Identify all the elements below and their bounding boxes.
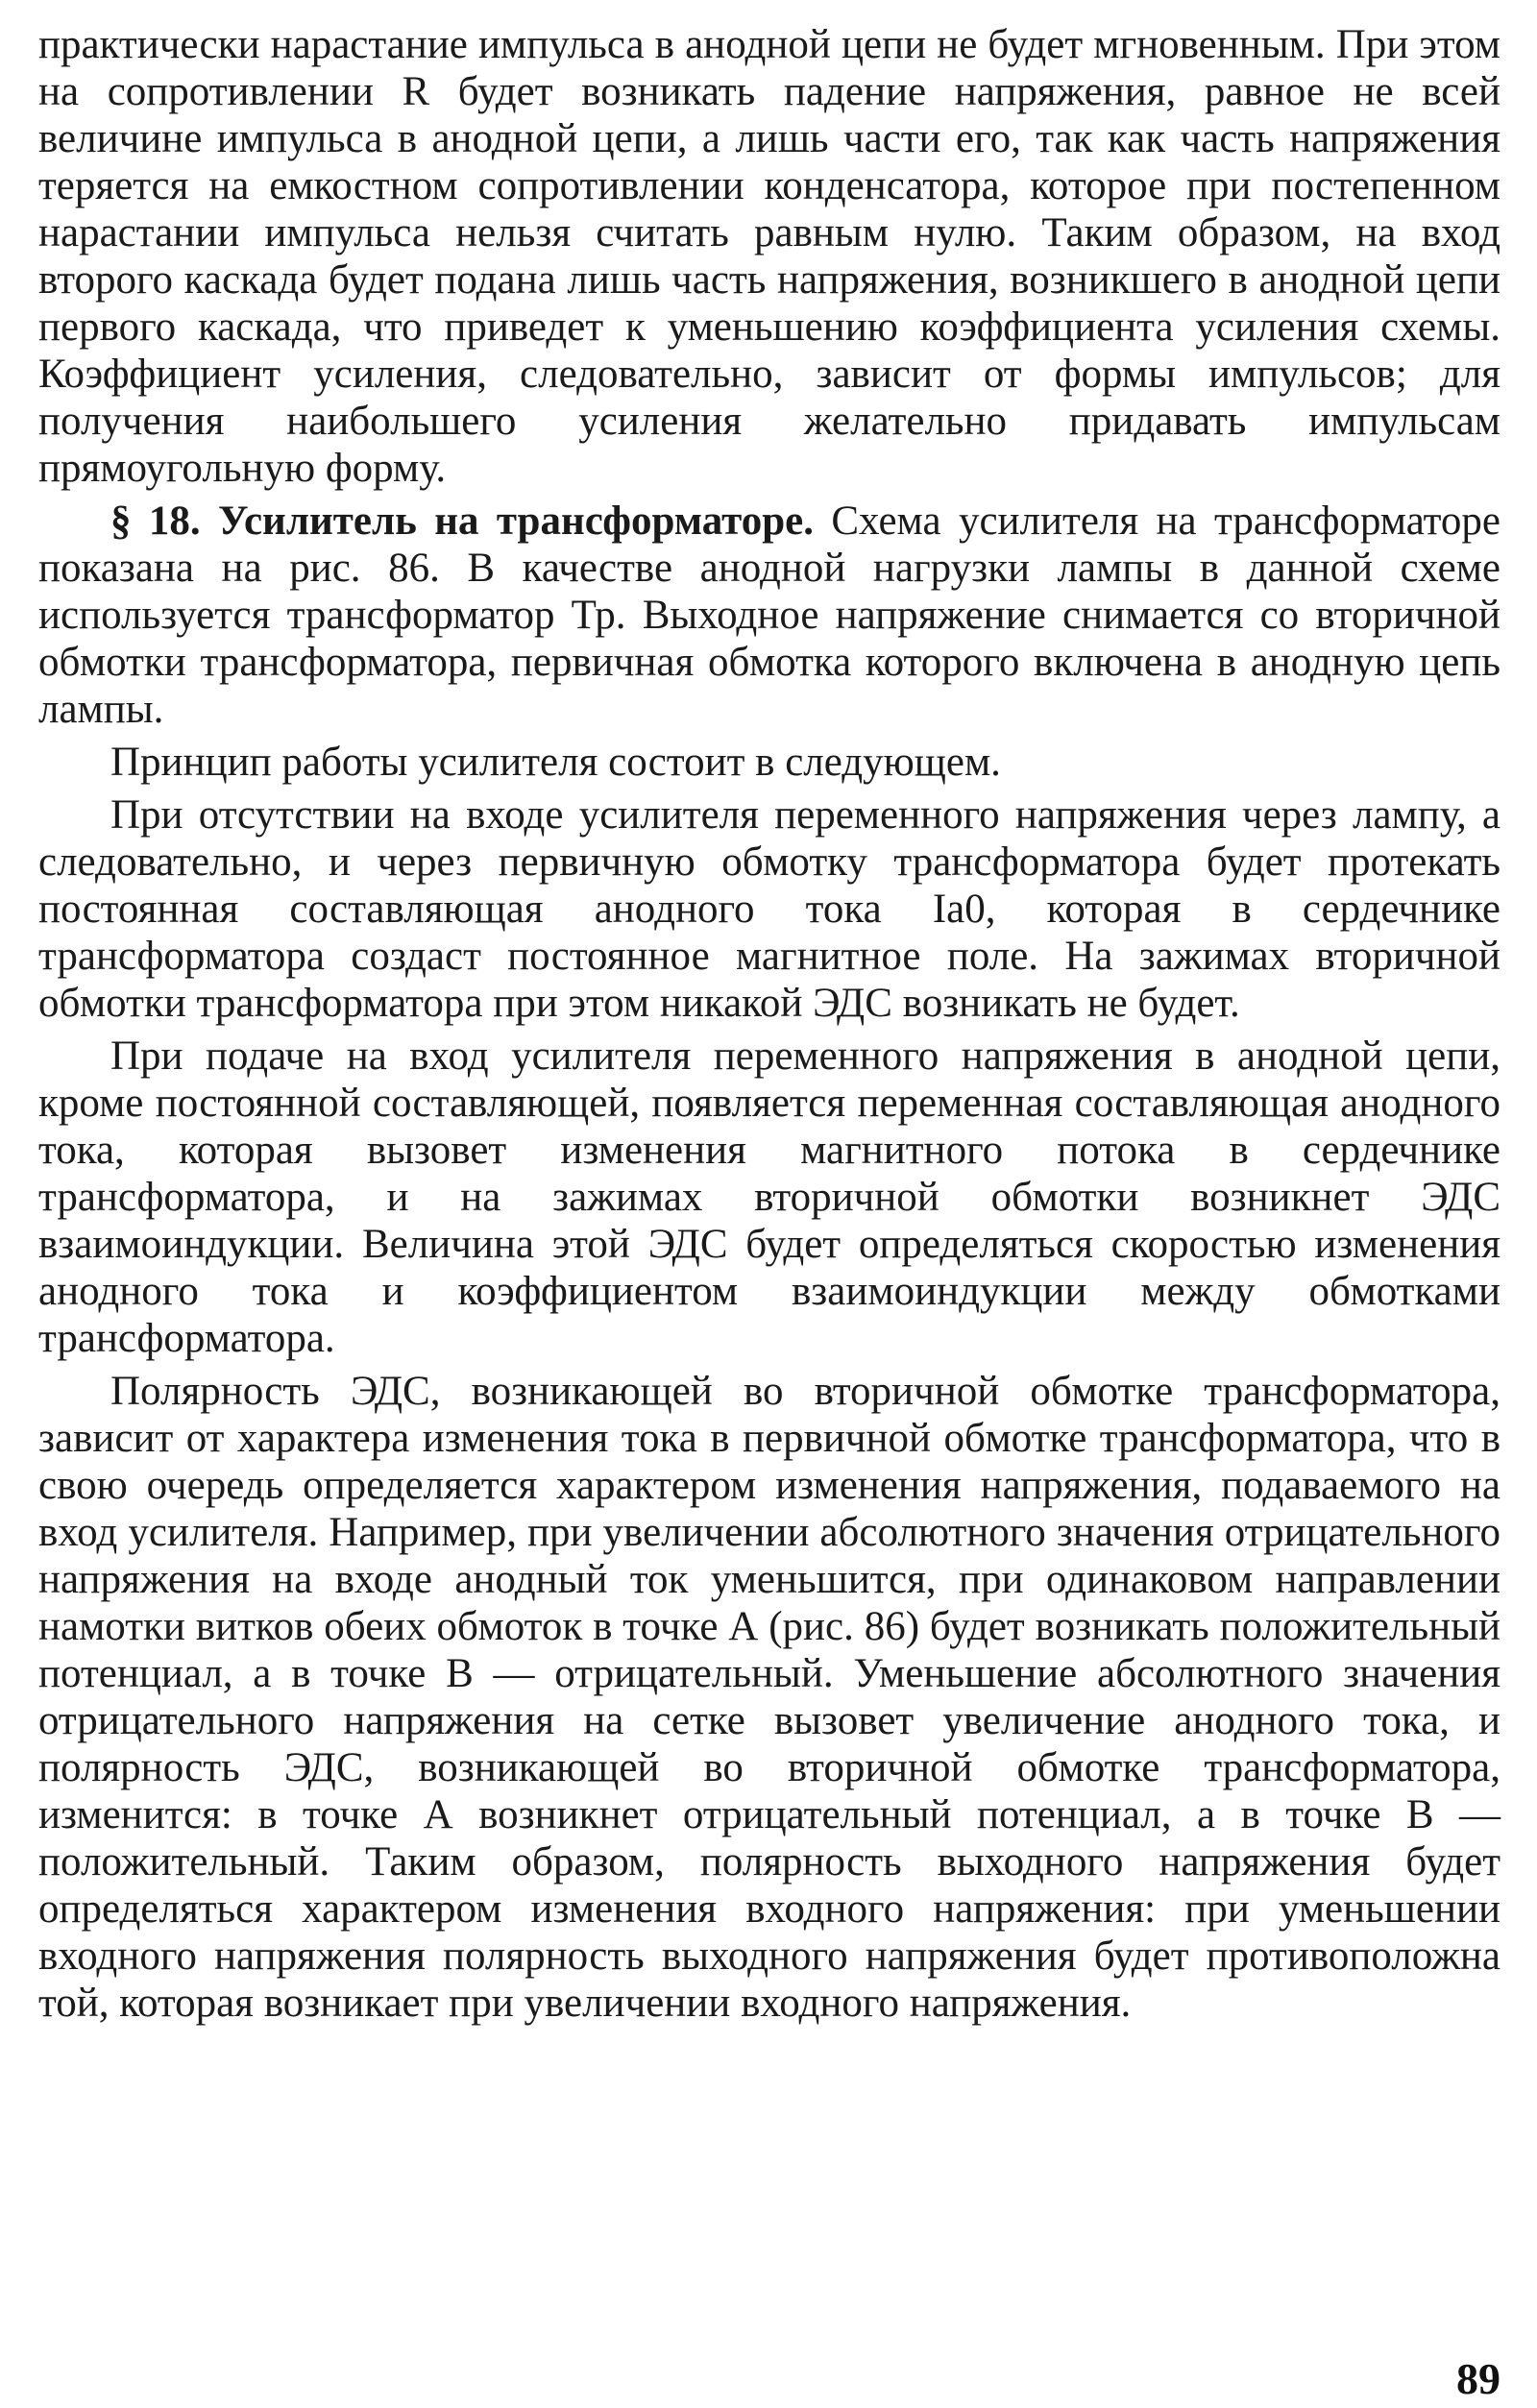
- page-number: 89: [1456, 2354, 1500, 2403]
- book-page: [38, 21, 1500, 2384]
- paragraph-5: [38, 1033, 1500, 1362]
- paragraph-1: [38, 21, 1500, 492]
- paragraph-4-text: При отсутствии на входе усилителя переменного напряжения через лампу, а следовательно, и через первичную обмотку трансформатора будет протекать постоянная составляющая анодного тока Iа0, которая в сердечнике трансформатора создаст постоянное магнитное поле. На зажимах вторичной обмотки трансформатора при этом никакой ЭДС возникать не будет.: [38, 792, 1500, 1026]
- section-heading: § 18. Усилитель на трансформаторе.: [110, 499, 814, 544]
- paragraph-6: [38, 1368, 1500, 2027]
- paragraph-2-text: Схема усилителя на трансформаторе показана на рис. 86. В качестве анодной нагрузки лампы в данной схеме используется трансформатор Тр. Выходное напряжение снимается со вторичной обмотки трансформатора, первичная обмотка которого включена в анодную цепь лампы.: [38, 499, 1500, 732]
- paragraph-3-text: Принцип работы усилителя состоит в следующем.: [110, 740, 1001, 785]
- paragraph-5-text: При подаче на вход усилителя переменного напряжения в анодной цепи, кроме постоянной составляющей, появляется переменная составляющая анодного тока, которая вызовет изменения магнитного потока в сердечнике трансформатора, и на зажимах вторичной обмотки возникнет ЭДС взаимоиндукции. Величина этой ЭДС будет определяться скоростью изменения анодного тока и коэффициентом взаимоиндукции между обмотками трансформатора.: [38, 1034, 1500, 1361]
- paragraph-3: [38, 739, 1500, 786]
- paragraph-2: [38, 498, 1500, 733]
- paragraph-1-text: практически нарастание импульса в анодной цепи не будет мгновенным. При этом на сопротивлении R будет возникать падение напряжения, равное не всей величине импульса в анодной цепи, а лишь части его, так как часть напряжения теряется на емкостном сопротивлении конденсатора, которое при постепенном нарастании импульса нельзя считать равным нулю. Таким образом, на вход второго каскада будет подана лишь часть напряжения, возникшего в анодной цепи первого каскада, что приведет к уменьшению коэффициента усиления схемы. Коэффициент усиления, следовательно, зависит от формы импульсов; для получения наибольшего усиления желательно придавать импульсам прямоугольную форму.: [38, 22, 1500, 491]
- paragraph-6-text: Полярность ЭДС, возникающей во вторичной обмотке трансформатора, зависит от характера изменения тока в первичной обмотке трансформатора, что в свою очередь определяется характером изменения напряжения, подаваемого на вход усилителя. Например, при увеличении абсолютного значения отрицательного напряжения на входе анодный ток уменьшится, при одинаковом направлении намотки витков обеих обмоток в точке А (рис. 86) будет возникать положительный потенциал, а в точке В — отрицательный. Уменьшение абсолютного значения отрицательного напряжения на сетке вызовет увеличение анодного тока, и полярность ЭДС, возникающей во вторичной обмотке трансформатора, изменится: в точке А возникнет отрицательный потенциал, а в точке В — положительный. Таким образом, полярность выходного напряжения будет определяться характером изменения входного напряжения: при уменьшении входного напряжения полярность выходного напряжения будет противоположна той, которая возникает при увеличении входного напряжения.: [38, 1369, 1500, 2026]
- paragraph-4: [38, 791, 1500, 1027]
